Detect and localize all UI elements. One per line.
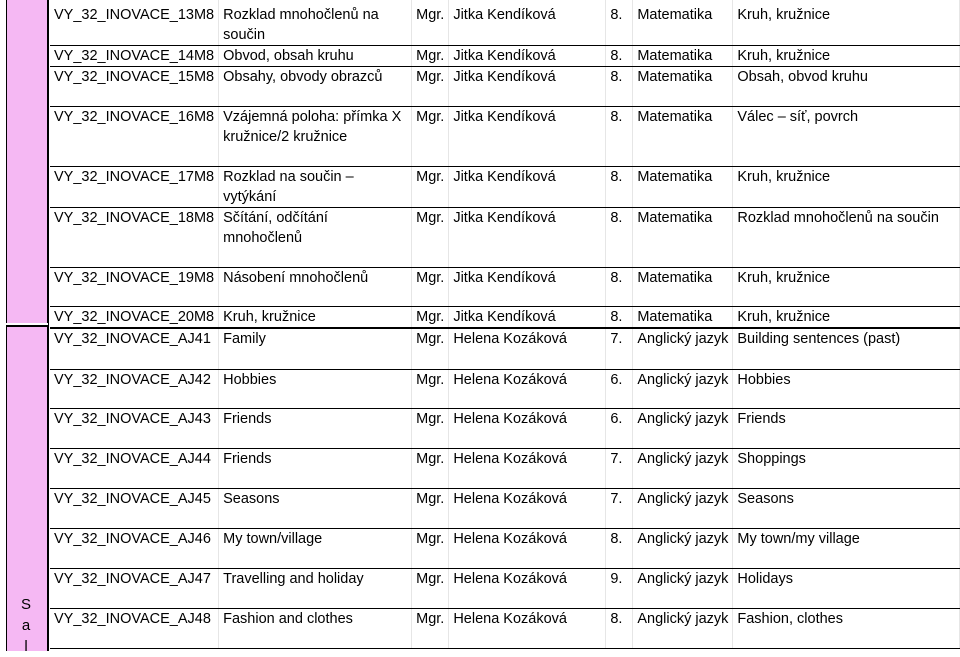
- topic-cell: Family: [219, 328, 412, 369]
- subject-cell: Anglický jazyk: [633, 448, 733, 488]
- code-cell: VY_32_INOVACE_18M8: [50, 208, 219, 268]
- code-cell: VY_32_INOVACE_AJ44: [50, 448, 219, 488]
- author-cell: Helena Kozáková: [449, 608, 606, 648]
- title-prefix-cell: Mgr.: [412, 528, 449, 568]
- grade-cell: 8.: [606, 528, 633, 568]
- title-prefix-cell: Mgr.: [412, 448, 449, 488]
- code-cell: VY_32_INOVACE_AJ43: [50, 408, 219, 448]
- grade-cell: 8.: [606, 67, 633, 107]
- table-row: [50, 568, 960, 608]
- code-cell: VY_32_INOVACE_13M8: [50, 0, 219, 46]
- author-cell: Helena Kozáková: [449, 528, 606, 568]
- materials-table: [50, 0, 960, 649]
- theme-cell: Kruh, kružnice: [733, 167, 960, 208]
- theme-cell: Friends: [733, 408, 960, 448]
- theme-cell: Obsah, obvod kruhu: [733, 67, 960, 107]
- code-cell: VY_32_INOVACE_AJ42: [50, 369, 219, 408]
- title-prefix-cell: Mgr.: [412, 67, 449, 107]
- author-cell: Helena Kozáková: [449, 448, 606, 488]
- theme-cell: Kruh, kružnice: [733, 307, 960, 329]
- code-cell: VY_32_INOVACE_AJ46: [50, 528, 219, 568]
- author-cell: Jitka Kendíková: [449, 46, 606, 67]
- topic-cell: My town/village: [219, 528, 412, 568]
- topic-cell: Obsahy, obvody obrazců: [219, 67, 412, 107]
- code-cell: VY_32_INOVACE_AJ48: [50, 608, 219, 648]
- code-cell: VY_32_INOVACE_AJ47: [50, 568, 219, 608]
- grade-cell: 8.: [606, 107, 633, 167]
- topic-cell: Sčítání, odčítání mnohočlenů: [219, 208, 412, 268]
- grade-cell: 7.: [606, 328, 633, 369]
- topic-cell: Vzájemná poloha: přímka X kružnice/2 kružnice: [219, 107, 412, 167]
- sidebar-column: [0, 0, 49, 655]
- title-prefix-cell: Mgr.: [412, 328, 449, 369]
- table-row: [50, 67, 960, 107]
- topic-cell: Friends: [219, 408, 412, 448]
- sidebar-letter: S: [20, 596, 31, 613]
- topic-cell: Travelling and holiday: [219, 568, 412, 608]
- code-cell: VY_32_INOVACE_16M8: [50, 107, 219, 167]
- subject-cell: Matematika: [633, 167, 733, 208]
- grade-cell: 8.: [606, 208, 633, 268]
- title-prefix-cell: Mgr.: [412, 0, 449, 46]
- grade-cell: 7.: [606, 448, 633, 488]
- author-cell: Jitka Kendíková: [449, 307, 606, 329]
- subject-cell: Matematika: [633, 46, 733, 67]
- title-prefix-cell: Mgr.: [412, 608, 449, 648]
- table-row: [50, 107, 960, 167]
- author-cell: Helena Kozáková: [449, 328, 606, 369]
- topic-cell: Seasons: [219, 488, 412, 528]
- code-cell: VY_32_INOVACE_15M8: [50, 67, 219, 107]
- subject-cell: Anglický jazyk: [633, 408, 733, 448]
- code-cell: VY_32_INOVACE_AJ41: [50, 328, 219, 369]
- author-cell: Helena Kozáková: [449, 568, 606, 608]
- grade-cell: 8.: [606, 608, 633, 648]
- table-row: [50, 528, 960, 568]
- sidebar-vertical-text: [6, 594, 46, 657]
- code-cell: VY_32_INOVACE_17M8: [50, 167, 219, 208]
- author-cell: Jitka Kendíková: [449, 107, 606, 167]
- author-cell: Helena Kozáková: [449, 408, 606, 448]
- topic-cell: Fashion and clothes: [219, 608, 412, 648]
- theme-cell: Kruh, kružnice: [733, 0, 960, 46]
- code-cell: VY_32_INOVACE_19M8: [50, 268, 219, 307]
- topic-cell: Hobbies: [219, 369, 412, 408]
- subject-cell: Matematika: [633, 208, 733, 268]
- sidebar-letter: a: [21, 617, 31, 634]
- subject-cell: Matematika: [633, 67, 733, 107]
- title-prefix-cell: Mgr.: [412, 408, 449, 448]
- subject-cell: Anglický jazyk: [633, 528, 733, 568]
- subject-cell: Anglický jazyk: [633, 328, 733, 369]
- subject-cell: Anglický jazyk: [633, 568, 733, 608]
- grade-cell: 9.: [606, 568, 633, 608]
- theme-cell: Hobbies: [733, 369, 960, 408]
- author-cell: Jitka Kendíková: [449, 67, 606, 107]
- subject-cell: Matematika: [633, 107, 733, 167]
- table-row: [50, 0, 960, 46]
- subject-cell: Anglický jazyk: [633, 488, 733, 528]
- grade-cell: 6.: [606, 369, 633, 408]
- grade-cell: 8.: [606, 167, 633, 208]
- theme-cell: Building sentences (past): [733, 328, 960, 369]
- title-prefix-cell: Mgr.: [412, 208, 449, 268]
- title-prefix-cell: Mgr.: [412, 167, 449, 208]
- table-row: [50, 488, 960, 528]
- subject-cell: Anglický jazyk: [633, 608, 733, 648]
- grade-cell: 6.: [606, 408, 633, 448]
- theme-cell: Holidays: [733, 568, 960, 608]
- topic-cell: Kruh, kružnice: [219, 307, 412, 329]
- table-row: [50, 46, 960, 67]
- topic-cell: Obvod, obsah kruhu: [219, 46, 412, 67]
- author-cell: Jitka Kendíková: [449, 0, 606, 46]
- theme-cell: Kruh, kružnice: [733, 46, 960, 67]
- title-prefix-cell: Mgr.: [412, 107, 449, 167]
- table-row: [50, 307, 960, 329]
- sidebar-block-upper: [6, 0, 49, 323]
- code-cell: VY_32_INOVACE_AJ45: [50, 488, 219, 528]
- topic-cell: Rozklad na součin – vytýkání: [219, 167, 412, 208]
- table-row: [50, 608, 960, 648]
- title-prefix-cell: Mgr.: [412, 46, 449, 67]
- code-cell: VY_32_INOVACE_20M8: [50, 307, 219, 329]
- grade-cell: 8.: [606, 268, 633, 307]
- grade-cell: 8.: [606, 307, 633, 329]
- table-row: [50, 448, 960, 488]
- author-cell: Helena Kozáková: [449, 488, 606, 528]
- theme-cell: Shoppings: [733, 448, 960, 488]
- title-prefix-cell: Mgr.: [412, 268, 449, 307]
- table-row: [50, 408, 960, 448]
- grade-cell: 8.: [606, 0, 633, 46]
- title-prefix-cell: Mgr.: [412, 369, 449, 408]
- theme-cell: My town/my village: [733, 528, 960, 568]
- code-cell: VY_32_INOVACE_14M8: [50, 46, 219, 67]
- table-row: [50, 369, 960, 408]
- title-prefix-cell: Mgr.: [412, 568, 449, 608]
- subject-cell: Matematika: [633, 307, 733, 329]
- title-prefix-cell: Mgr.: [412, 488, 449, 528]
- table-row: [50, 208, 960, 268]
- table-row: [50, 268, 960, 307]
- topic-cell: Rozklad mnohočlenů na součin: [219, 0, 412, 46]
- theme-cell: Fashion, clothes: [733, 608, 960, 648]
- grade-cell: 7.: [606, 488, 633, 528]
- theme-cell: Seasons: [733, 488, 960, 528]
- subject-cell: Anglický jazyk: [633, 369, 733, 408]
- theme-cell: Válec – síť, povrch: [733, 107, 960, 167]
- author-cell: Jitka Kendíková: [449, 167, 606, 208]
- theme-cell: Rozklad mnohočlenů na součin: [733, 208, 960, 268]
- table-row: [50, 167, 960, 208]
- theme-cell: Kruh, kružnice: [733, 268, 960, 307]
- subject-cell: Matematika: [633, 268, 733, 307]
- title-prefix-cell: Mgr.: [412, 307, 449, 329]
- author-cell: Jitka Kendíková: [449, 208, 606, 268]
- table-row: [50, 328, 960, 369]
- grade-cell: 8.: [606, 46, 633, 67]
- topic-cell: Friends: [219, 448, 412, 488]
- author-cell: Jitka Kendíková: [449, 268, 606, 307]
- topic-cell: Násobení mnohočlenů: [219, 268, 412, 307]
- subject-cell: Matematika: [633, 0, 733, 46]
- sidebar-letter: l: [24, 638, 28, 655]
- author-cell: Helena Kozáková: [449, 369, 606, 408]
